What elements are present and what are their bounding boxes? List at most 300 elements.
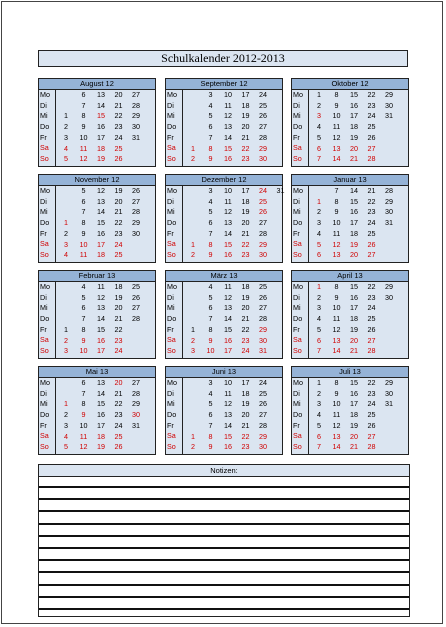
day-number: 4: [317, 314, 321, 324]
month-block: [38, 174, 156, 263]
day-grid: [56, 282, 155, 358]
day-number: 1: [64, 324, 68, 334]
day-number: 28: [367, 154, 376, 164]
day-number: 11: [332, 314, 341, 324]
day-number: 5: [208, 292, 213, 302]
day-number: 5: [64, 154, 68, 164]
day-number: 14: [224, 420, 232, 430]
day-number: 2: [191, 250, 195, 260]
weekday-column: [166, 282, 183, 358]
day-number: 2: [191, 335, 195, 345]
day-number: 29: [132, 111, 140, 121]
day-number: 8: [208, 143, 213, 153]
day-number: 12: [224, 399, 232, 409]
weekday-label: Sa: [167, 431, 176, 441]
day-number: 23: [241, 154, 250, 164]
day-number: 14: [224, 132, 232, 142]
day-number: 22: [241, 431, 250, 441]
day-grid: [309, 378, 408, 454]
day-number: 3: [64, 346, 68, 356]
day-number: 11: [224, 282, 232, 291]
day-number: 23: [241, 250, 250, 260]
weekday-label: Fr: [40, 324, 47, 334]
day-number: 16: [224, 154, 232, 164]
weekday-column: [39, 90, 56, 166]
day-number: 11: [332, 228, 341, 238]
day-number: 20: [241, 410, 250, 420]
month-block: [291, 78, 409, 167]
day-number: 27: [367, 250, 376, 260]
day-number: 16: [97, 228, 105, 238]
day-number: 14: [332, 442, 341, 452]
day-number: 5: [81, 186, 86, 195]
day-number: 16: [224, 250, 232, 260]
day-number: 2: [64, 335, 68, 345]
day-number: 13: [97, 90, 105, 99]
month-name: November 12: [39, 175, 155, 186]
day-number: 5: [317, 324, 321, 334]
weekday-column: [166, 90, 183, 166]
notes-box[interactable]: [38, 464, 410, 617]
day-number: 26: [259, 207, 267, 217]
weekday-label: Mi: [293, 303, 301, 313]
weekday-label: Di: [167, 196, 174, 206]
weekday-label: Di: [167, 388, 174, 398]
day-number: 17: [97, 346, 105, 356]
day-number: 16: [350, 292, 358, 302]
day-number: 27: [367, 143, 376, 153]
day-number: 22: [367, 282, 376, 291]
note-line: [39, 596, 409, 598]
day-number: 20: [241, 218, 250, 228]
day-number: 1: [64, 218, 68, 228]
day-number: 26: [259, 111, 267, 121]
day-number: 23: [241, 335, 250, 345]
day-number: 10: [79, 239, 88, 249]
day-grid: [56, 90, 155, 166]
day-number: 19: [241, 292, 250, 302]
weekday-label: Do: [40, 410, 50, 420]
day-number: 10: [224, 378, 232, 387]
day-number: 20: [114, 303, 123, 313]
day-number: 12: [332, 132, 341, 142]
day-number: 17: [97, 420, 105, 430]
day-number: 18: [241, 100, 250, 110]
day-number: 15: [224, 239, 232, 249]
day-number: 29: [385, 378, 393, 387]
day-number: 8: [208, 431, 213, 441]
day-number: 28: [259, 228, 267, 238]
day-number: 3: [208, 186, 213, 195]
day-number: 19: [241, 207, 250, 217]
day-grid: [56, 378, 155, 454]
day-number: 7: [81, 388, 86, 398]
day-number: 13: [224, 410, 232, 420]
weekday-label: Fr: [293, 324, 300, 334]
weekday-label: Fr: [293, 420, 300, 430]
weekday-label: Mo: [40, 378, 50, 387]
day-number: 31: [276, 186, 285, 195]
weekday-column: [39, 378, 56, 454]
day-number: 10: [224, 90, 232, 99]
day-number: 9: [81, 410, 86, 420]
day-number: 5: [208, 207, 213, 217]
day-number: 11: [97, 282, 105, 291]
day-number: 4: [317, 122, 321, 132]
day-number: 26: [367, 420, 376, 430]
day-number: 14: [224, 228, 232, 238]
day-number: 18: [350, 314, 358, 324]
day-number: 9: [208, 335, 213, 345]
weekday-label: Mi: [293, 399, 301, 409]
day-number: 2: [317, 388, 321, 398]
day-number: 10: [332, 303, 341, 313]
day-number: 25: [114, 250, 123, 260]
day-number: 23: [114, 335, 123, 345]
day-grid: [309, 90, 408, 166]
day-number: 21: [367, 186, 376, 195]
day-number: 15: [97, 324, 105, 334]
day-number: 3: [64, 420, 68, 430]
weekday-label: Do: [293, 314, 303, 324]
day-number: 19: [114, 292, 123, 302]
day-number: 14: [332, 154, 341, 164]
day-number: 27: [367, 335, 376, 345]
day-number: 7: [208, 228, 213, 238]
day-number: 26: [367, 132, 376, 142]
day-number: 1: [64, 399, 68, 409]
weekday-label: So: [167, 346, 176, 356]
day-number: 19: [350, 239, 358, 249]
day-number: 8: [334, 90, 339, 99]
month-name: Juli 13: [292, 367, 408, 378]
weekday-label: Di: [293, 388, 300, 398]
day-number: 25: [259, 196, 267, 206]
day-number: 6: [317, 250, 321, 260]
day-number: 9: [81, 228, 86, 238]
day-number: 15: [224, 324, 232, 334]
month-block: [38, 366, 156, 455]
day-number: 1: [191, 143, 195, 153]
day-number: 13: [332, 431, 341, 441]
day-number: 7: [208, 314, 213, 324]
day-number: 3: [317, 111, 321, 121]
calendar-title: Schulkalender 2012-2013: [38, 50, 408, 67]
day-number: 27: [132, 196, 140, 206]
day-number: 12: [224, 111, 232, 121]
day-number: 9: [334, 292, 339, 302]
day-number: 2: [191, 442, 195, 452]
weekday-label: Mo: [40, 186, 50, 195]
day-number: 26: [367, 324, 376, 334]
day-number: 4: [317, 410, 321, 420]
weekday-label: Mi: [167, 303, 175, 313]
day-number: 13: [332, 335, 341, 345]
weekday-label: Fr: [167, 324, 174, 334]
day-number: 18: [97, 143, 105, 153]
day-number: 26: [114, 442, 123, 452]
weekday-column: [166, 378, 183, 454]
note-line: [39, 571, 409, 573]
day-number: 6: [317, 143, 321, 153]
day-number: 29: [259, 431, 267, 441]
day-number: 30: [132, 122, 140, 132]
note-line: [39, 498, 409, 500]
weekday-label: Mo: [293, 378, 303, 387]
day-number: 22: [367, 378, 376, 387]
weekday-label: Mo: [167, 378, 177, 387]
day-number: 6: [317, 431, 321, 441]
day-number: 17: [224, 346, 232, 356]
day-number: 26: [132, 292, 140, 302]
day-number: 30: [132, 410, 140, 420]
day-number: 4: [208, 100, 213, 110]
weekday-label: Di: [40, 100, 47, 110]
day-number: 12: [332, 420, 341, 430]
day-number: 17: [350, 218, 358, 228]
day-number: 12: [224, 207, 232, 217]
day-number: 28: [385, 186, 393, 195]
month-block: [38, 78, 156, 167]
day-number: 28: [132, 100, 140, 110]
day-number: 26: [367, 239, 376, 249]
day-number: 25: [259, 100, 267, 110]
weekday-label: So: [40, 154, 49, 164]
day-number: 10: [332, 399, 341, 409]
day-number: 11: [332, 410, 341, 420]
day-number: 11: [79, 143, 88, 153]
day-number: 7: [317, 154, 321, 164]
day-number: 4: [208, 282, 213, 291]
day-number: 15: [97, 399, 105, 409]
day-number: 19: [350, 324, 358, 334]
weekday-label: Sa: [293, 335, 302, 345]
note-line: [39, 608, 409, 610]
day-number: 14: [97, 314, 105, 324]
weekday-label: So: [293, 154, 302, 164]
weekday-label: Sa: [293, 239, 302, 249]
day-number: 7: [208, 132, 213, 142]
day-number: 29: [259, 239, 267, 249]
day-number: 19: [350, 420, 358, 430]
day-number: 23: [114, 228, 123, 238]
day-number: 2: [64, 228, 68, 238]
day-number: 7: [317, 346, 321, 356]
day-number: 12: [97, 186, 105, 195]
day-number: 8: [208, 239, 213, 249]
weekday-label: Di: [40, 292, 47, 302]
weekday-label: Sa: [40, 143, 49, 153]
weekday-label: Mo: [167, 90, 177, 99]
day-number: 13: [224, 218, 232, 228]
weekday-label: Fr: [40, 228, 47, 238]
day-number: 21: [241, 132, 250, 142]
day-number: 20: [350, 335, 358, 345]
weekday-column: [292, 90, 309, 166]
day-number: 21: [241, 228, 250, 238]
day-number: 25: [114, 143, 123, 153]
day-number: 16: [224, 442, 232, 452]
weekday-label: Mi: [40, 303, 48, 313]
day-number: 5: [317, 420, 321, 430]
day-number: 23: [367, 388, 376, 398]
weekday-label: Do: [167, 410, 177, 420]
day-number: 31: [385, 111, 393, 121]
weekday-label: Sa: [293, 143, 302, 153]
day-number: 30: [132, 228, 140, 238]
day-number: 1: [191, 239, 195, 249]
day-number: 20: [350, 431, 358, 441]
weekday-label: Mi: [167, 111, 175, 121]
day-number: 25: [259, 282, 267, 291]
day-number: 10: [79, 420, 88, 430]
weekday-label: Do: [40, 122, 50, 132]
weekday-label: Fr: [40, 420, 47, 430]
day-number: 22: [241, 143, 250, 153]
month-name: Dezember 12: [166, 175, 282, 186]
day-number: 23: [241, 442, 250, 452]
day-number: 12: [79, 154, 88, 164]
day-number: 2: [317, 292, 321, 302]
day-number: 10: [224, 186, 232, 195]
month-name: September 12: [166, 79, 282, 90]
day-number: 19: [114, 186, 123, 195]
day-number: 29: [385, 196, 393, 206]
day-grid: [183, 186, 285, 262]
weekday-label: Di: [40, 196, 47, 206]
day-number: 27: [259, 410, 267, 420]
day-number: 26: [132, 186, 140, 195]
day-number: 18: [350, 410, 358, 420]
day-number: 31: [132, 132, 140, 142]
month-name: Januar 13: [292, 175, 408, 186]
day-number: 25: [259, 388, 267, 398]
day-number: 27: [132, 90, 140, 99]
day-number: 5: [64, 442, 68, 452]
day-number: 13: [332, 250, 341, 260]
day-number: 3: [208, 90, 213, 99]
day-number: 18: [97, 431, 105, 441]
day-number: 11: [79, 250, 88, 260]
day-number: 7: [81, 100, 86, 110]
day-number: 3: [317, 303, 321, 313]
weekday-label: So: [293, 346, 302, 356]
day-number: 13: [224, 303, 232, 313]
month-name: August 12: [39, 79, 155, 90]
day-number: 30: [385, 292, 393, 302]
weekday-label: So: [167, 442, 176, 452]
day-number: 7: [317, 442, 321, 452]
day-number: 18: [241, 388, 250, 398]
weekday-label: So: [167, 154, 176, 164]
day-number: 6: [81, 196, 86, 206]
day-number: 17: [350, 111, 358, 121]
weekday-label: Do: [293, 122, 303, 132]
day-number: 11: [332, 122, 341, 132]
day-number: 27: [132, 378, 140, 387]
day-number: 2: [317, 207, 321, 217]
month-block: [291, 270, 409, 359]
day-number: 16: [97, 122, 105, 132]
day-number: 15: [350, 282, 358, 291]
day-number: 8: [334, 196, 339, 206]
weekday-label: Di: [167, 292, 174, 302]
weekday-label: Fr: [167, 132, 174, 142]
day-number: 24: [367, 111, 376, 121]
notes-label: Notizen:: [39, 465, 409, 477]
weekday-label: Do: [40, 314, 50, 324]
weekday-label: Do: [167, 314, 177, 324]
weekday-label: Sa: [167, 335, 176, 345]
day-number: 16: [350, 100, 358, 110]
weekday-label: Mo: [40, 282, 50, 291]
day-number: 25: [367, 122, 376, 132]
month-block: [291, 174, 409, 263]
day-number: 20: [114, 196, 123, 206]
month-name: April 13: [292, 271, 408, 282]
day-number: 27: [259, 303, 267, 313]
weekday-column: [39, 282, 56, 358]
weekday-label: Sa: [167, 239, 176, 249]
day-number: 19: [97, 154, 105, 164]
day-number: 27: [132, 303, 140, 313]
day-number: 1: [317, 378, 321, 387]
day-number: 12: [97, 292, 105, 302]
weekday-label: Fr: [293, 228, 300, 238]
day-number: 21: [350, 154, 358, 164]
month-name: Mai 13: [39, 367, 155, 378]
day-number: 21: [350, 442, 358, 452]
day-number: 3: [191, 346, 195, 356]
day-number: 24: [114, 346, 123, 356]
day-number: 11: [224, 388, 232, 398]
weekday-label: Di: [167, 100, 174, 110]
day-number: 13: [97, 196, 105, 206]
weekday-label: Mi: [293, 207, 301, 217]
day-number: 29: [385, 90, 393, 99]
day-number: 3: [208, 378, 213, 387]
day-number: 9: [208, 154, 213, 164]
day-number: 14: [97, 207, 105, 217]
day-number: 2: [317, 100, 321, 110]
day-number: 12: [224, 292, 232, 302]
note-line: [39, 547, 409, 549]
month-block: [291, 366, 409, 455]
weekday-label: Mo: [40, 90, 50, 99]
day-number: 2: [64, 122, 68, 132]
day-number: 6: [208, 410, 213, 420]
day-number: 21: [241, 420, 250, 430]
weekday-label: So: [40, 442, 49, 452]
day-number: 22: [367, 196, 376, 206]
day-number: 1: [191, 324, 195, 334]
day-number: 28: [259, 420, 267, 430]
day-number: 23: [367, 100, 376, 110]
day-number: 21: [114, 388, 123, 398]
day-number: 25: [132, 282, 140, 291]
day-number: 6: [81, 378, 86, 387]
day-number: 19: [97, 442, 105, 452]
day-grid: [309, 282, 408, 358]
day-number: 29: [132, 218, 140, 228]
weekday-label: So: [167, 250, 176, 260]
weekday-label: Mo: [167, 282, 177, 291]
day-grid: [309, 186, 408, 262]
day-number: 20: [241, 303, 250, 313]
weekday-label: Mi: [40, 111, 48, 121]
day-number: 10: [332, 111, 341, 121]
weekday-label: Di: [40, 388, 47, 398]
